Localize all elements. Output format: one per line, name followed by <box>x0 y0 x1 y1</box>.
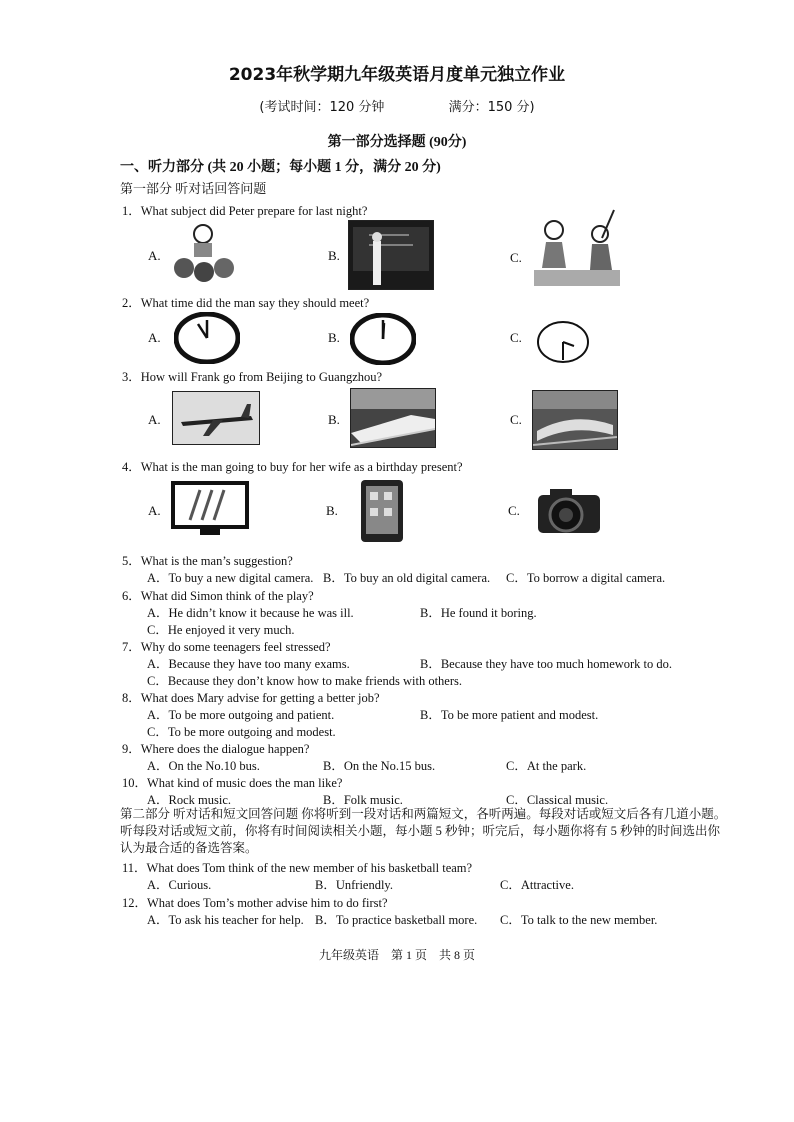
option-2c-label: C. <box>510 330 522 345</box>
option-9c: C．At the park. <box>506 759 587 773</box>
smartphone-icon <box>358 478 406 544</box>
option-3a-label: A. <box>148 412 161 427</box>
option-5b: B．To buy an old digital camera. <box>323 571 491 585</box>
clock-a-icon <box>174 312 240 364</box>
option-10a: A．Rock music. <box>147 793 232 807</box>
option-6a: A．He didn’t know it because he was ill. <box>147 606 354 620</box>
subsection-2-instructions: 第二部分 听对话和短文回答问题 你将听到一段对话和两篇短文，各听两遍。每段对话或短文后各有几道小题。听每段对话或短文前，你将有时间阅读相关小题，每小题 5 秒钟；听完后，每小题你将有 5 秒钟的时间选出你认为最合适的备选答案。 <box>120 807 727 855</box>
question-2: 2．What time did the man say they should meet? <box>122 296 370 310</box>
exam-info <box>0 96 794 115</box>
option-2b-label: B. <box>328 330 340 345</box>
option-1c-label: C. <box>510 250 522 265</box>
subsection-1-heading: 第一部分 听对话回答问题 <box>120 181 267 196</box>
option-5a: A．To buy a new digital camera. <box>147 571 314 585</box>
option-9b: B．On the No.15 bus. <box>323 759 436 773</box>
option-4c-label: C. <box>508 503 520 518</box>
option-7b: B．Because they have too much homework to do. <box>420 657 673 671</box>
question-8: 8．What does Mary advise for getting a better job? <box>122 691 380 705</box>
page-footer: 九年级英语 第 1 页 共 8 页 <box>318 948 475 962</box>
question-6: 6．What did Simon think of the play? <box>122 589 314 603</box>
picture-art-class <box>532 208 622 290</box>
option-3c-label: C. <box>510 412 522 427</box>
option-4b-label: B. <box>326 503 338 518</box>
question-1: 1．What subject did Peter prepare for last night? <box>122 204 368 218</box>
question-7: 7．Why do some teenagers feel stressed? <box>122 640 331 654</box>
picture-high-speed-train <box>350 388 436 448</box>
picture-airplane <box>172 391 260 445</box>
camera-icon <box>530 485 606 537</box>
option-6c: C．He enjoyed it very much. <box>147 623 295 637</box>
option-8a: A．To be more outgoing and patient. <box>147 708 335 722</box>
option-1a-label: A. <box>148 248 161 263</box>
picture-science-class <box>348 220 434 290</box>
question-10: 10．What kind of music does the man like? <box>122 776 343 790</box>
picture-kids-singing <box>168 216 240 288</box>
tv-icon <box>170 480 250 538</box>
option-7c: C．Because they don’t know how to make friends with others. <box>147 674 462 688</box>
option-11c: C．Attractive. <box>500 878 574 892</box>
option-10c: C．Classical music. <box>506 793 609 807</box>
question-9: 9．Where does the dialogue happen? <box>122 742 310 756</box>
option-1b-label: B. <box>328 248 340 263</box>
option-9a: A．On the No.10 bus. <box>147 759 260 773</box>
picture-train-station <box>532 390 618 450</box>
clock-c-icon <box>536 320 590 364</box>
exam-time: (考试时间：120 分钟 <box>259 100 385 115</box>
clock-b-icon <box>350 313 416 365</box>
question-5: 5．What is the man’s suggestion? <box>122 554 293 568</box>
option-7a: A．Because they have too many exams. <box>147 657 350 671</box>
option-10b: B．Folk music. <box>323 793 403 807</box>
option-2a-label: A. <box>148 330 161 345</box>
option-5c: C．To borrow a digital camera. <box>506 571 666 585</box>
question-12: 12．What does Tom’s mother advise him to do first? <box>122 896 388 910</box>
option-4a-label: A. <box>148 503 161 518</box>
option-3b-label: B. <box>328 412 340 427</box>
option-6b: B．He found it boring. <box>420 606 537 620</box>
section-heading: 一、听力部分 (共 20 小题；每小题 1 分，满分 20 分) <box>120 160 441 175</box>
option-8c: C．To be more outgoing and modest. <box>147 725 336 739</box>
option-12c: C．To talk to the new member. <box>500 913 658 927</box>
question-11: 11．What does Tom think of the new member of his basketball team? <box>122 861 473 875</box>
option-8b: B．To be more patient and modest. <box>420 708 599 722</box>
page-title: 2023年秋学期九年级英语月度单元独立作业 <box>228 65 566 85</box>
question-3: 3．How will Frank go from Beijing to Guangzhou? <box>122 370 383 384</box>
part-one-heading: 第一部分选择题 (90分) <box>327 135 467 150</box>
option-11a: A．Curious. <box>147 878 212 892</box>
option-11b: B．Unfriendly. <box>315 878 393 892</box>
option-12a: A．To ask his teacher for help. <box>147 913 304 927</box>
exam-score: 满分：150 分) <box>448 100 535 115</box>
question-4: 4．What is the man going to buy for her wife as a birthday present? <box>122 460 463 474</box>
option-12b: B．To practice basketball more. <box>315 913 478 927</box>
